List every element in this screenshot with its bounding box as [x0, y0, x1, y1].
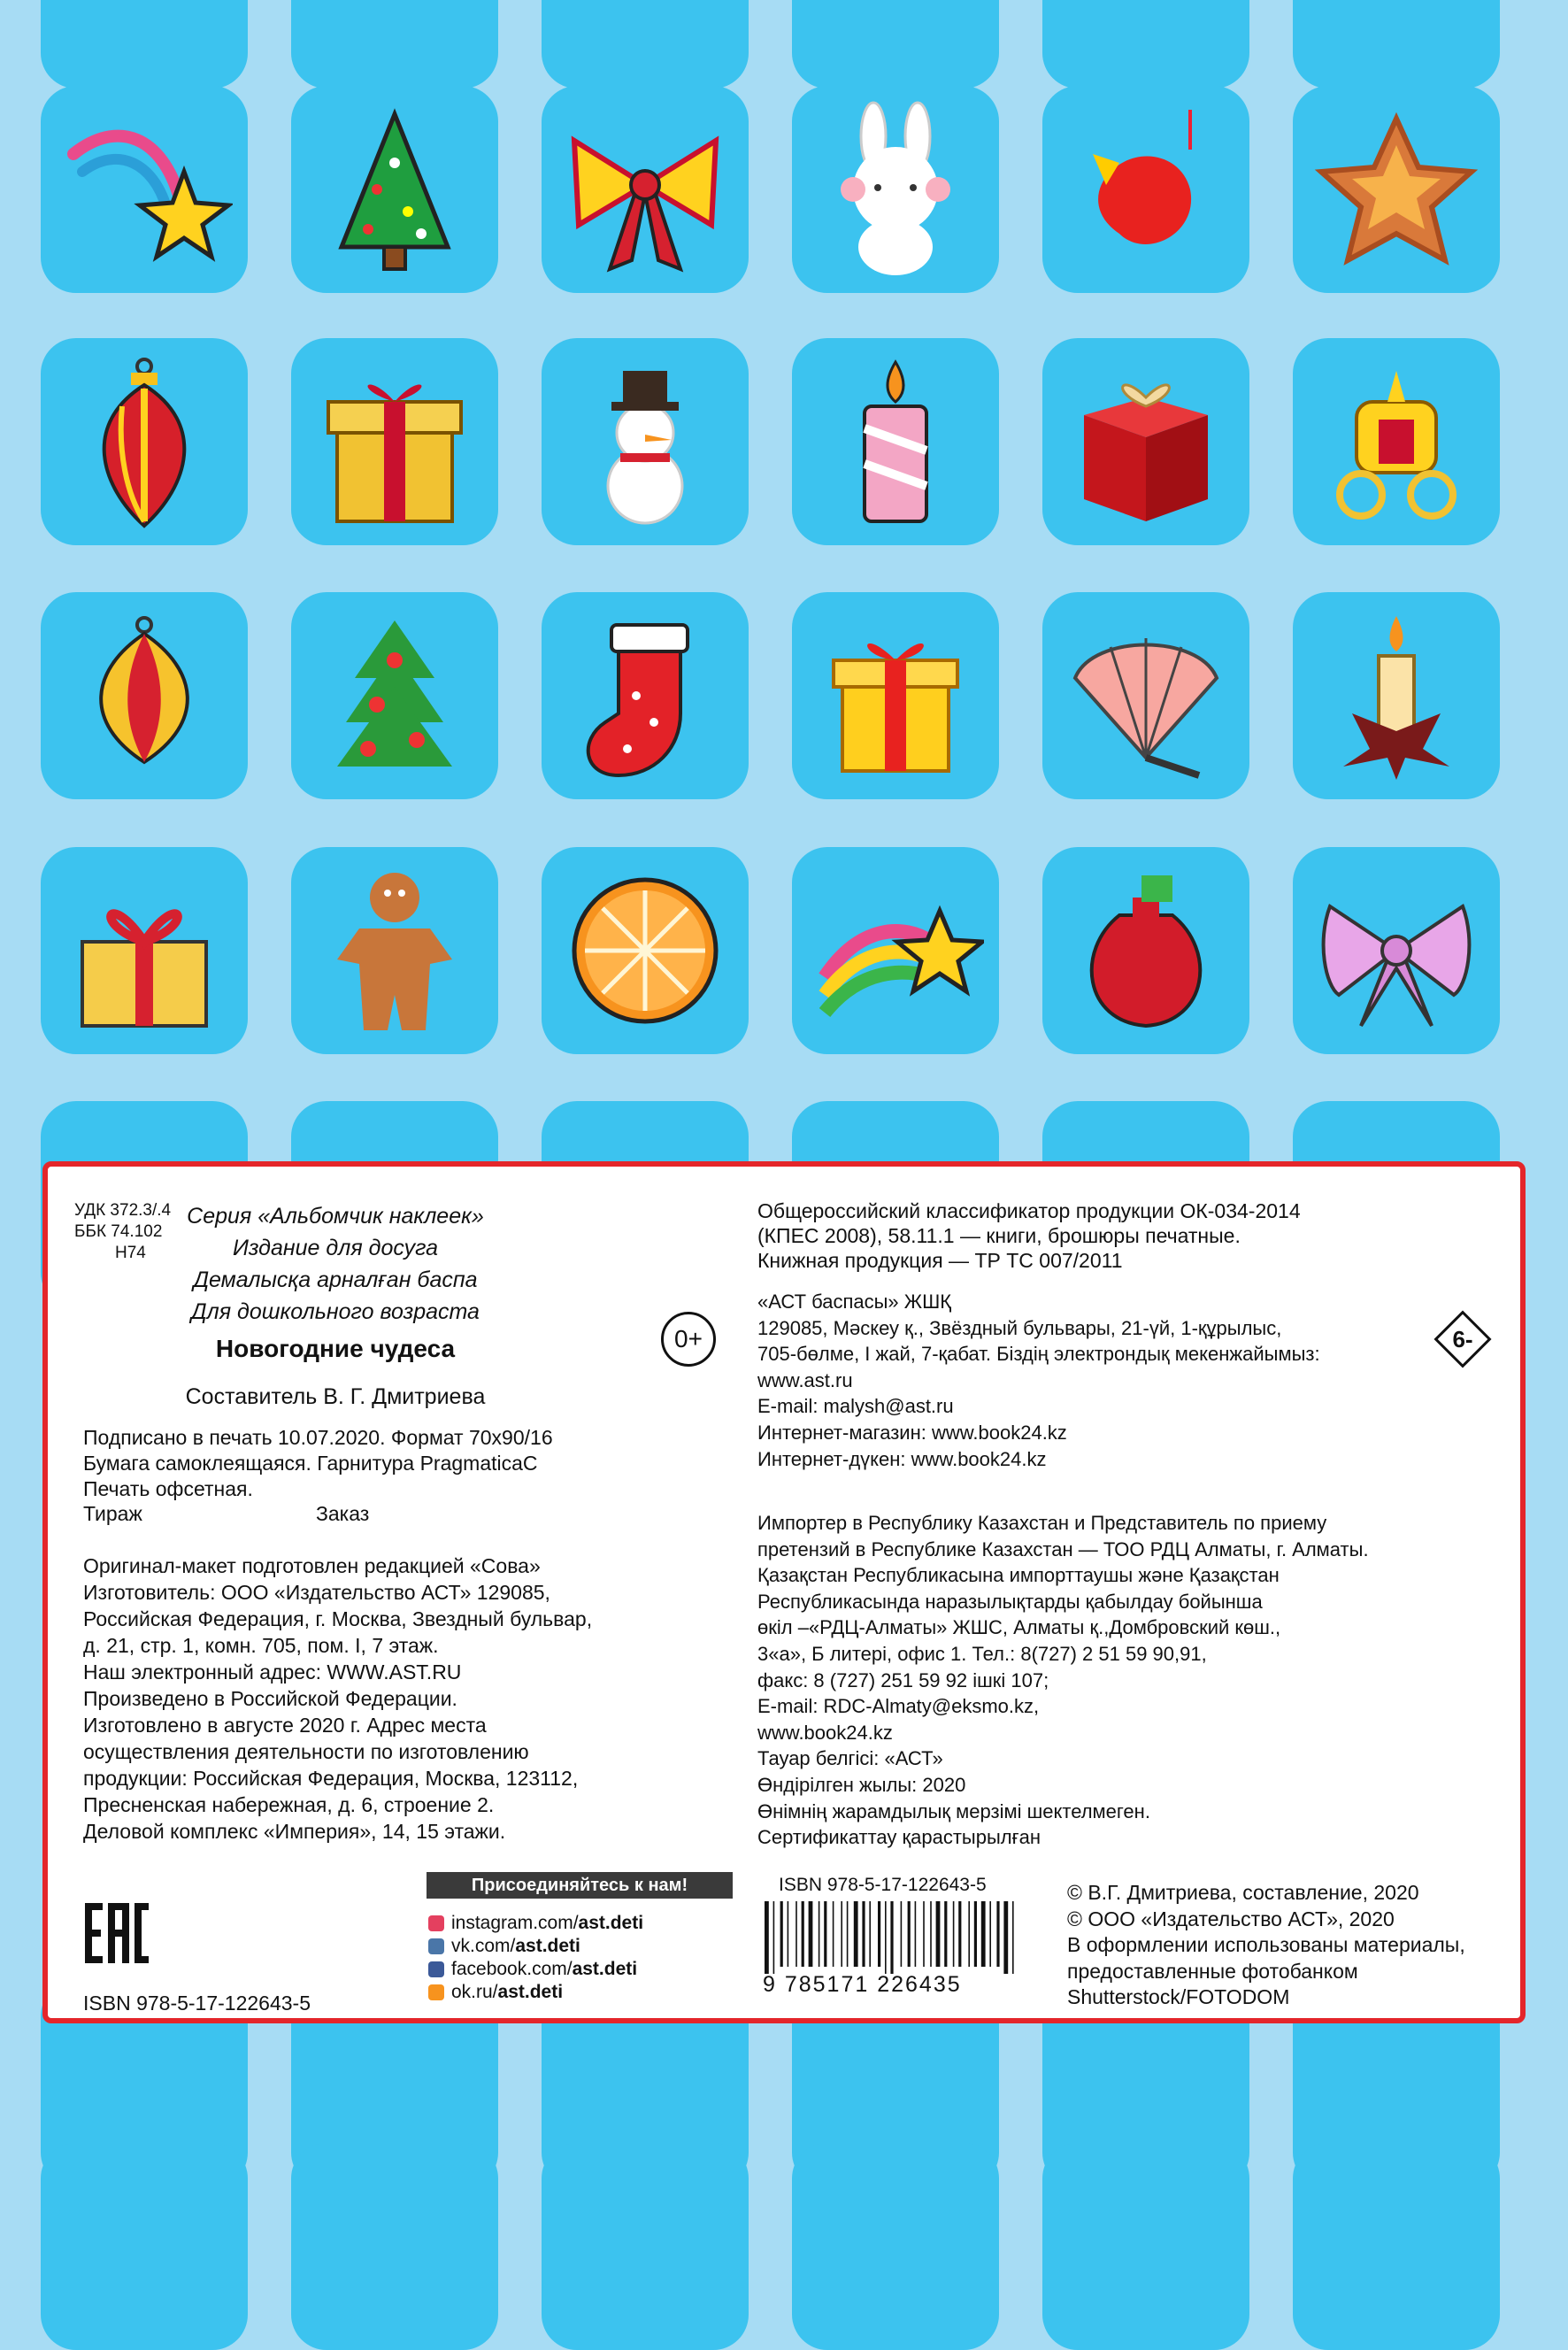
barcode-bar [968, 1901, 970, 1967]
imprint-panel [42, 1161, 1526, 2023]
social-link-facebook[interactable]: facebook.com/ ast.deti [428, 1958, 643, 1981]
barcode-bar [824, 1901, 826, 1967]
publisher-line: Изготовлено в августе 2020 г. Адрес места [83, 1714, 487, 1737]
sticker-rainbow-star [792, 847, 999, 1054]
ornament-bulb-icon [56, 353, 233, 530]
importer-line: факс: 8 (727) 251 59 92 ішкі 107; [757, 1668, 1049, 1691]
social-links [428, 1912, 643, 2004]
sticker-fan [1042, 592, 1249, 799]
orange-slice-icon [557, 862, 734, 1039]
kz-line: «АСТ баспасы» ЖШҚ [757, 1291, 952, 1313]
print-line: Подписано в печать 10.07.2020. Формат 70x90/16 [83, 1426, 553, 1449]
barcode-bar [841, 1901, 842, 1967]
publisher-block [83, 1553, 592, 1845]
barcode-bar [958, 1901, 961, 1967]
kz-line: 705-бөлме, I жай, 7-қабат. Біздің электрондық мекенжайымыз: [757, 1343, 1320, 1366]
series-line: Для дошкольного возраста [191, 1299, 480, 1324]
barcode-bar [788, 1901, 789, 1967]
book-title: Новогодние чудеса [215, 1335, 456, 1362]
publisher-line: д. 21, стр. 1, комн. 705, пом. I, 7 этаж. [83, 1634, 439, 1657]
sticker-tile [542, 2143, 749, 2350]
sticker-ornament-round [41, 592, 248, 799]
stocking-icon [557, 607, 734, 784]
barcode-bar [780, 1901, 783, 1967]
sticker-tile [41, 2143, 248, 2350]
classifier-line: Книжная продукция — ТР ТС 007/2011 [757, 1249, 1123, 1272]
sticker-gingerbread-man [291, 847, 498, 1054]
sticker-tile [1042, 2143, 1249, 2350]
sticker-gift-box-ribbon [41, 847, 248, 1054]
barcode-isbn: ISBN 978-5-17-122643-5 [779, 1875, 987, 1895]
kz-line: E-mail: malysh@ast.ru [757, 1395, 954, 1418]
sticker-tile [792, 0, 999, 89]
kz-line: Интернет-дүкен: www.book24.kz [757, 1447, 1047, 1470]
sticker-orange-slice [542, 847, 749, 1054]
copyright-line: В оформлении использованы материалы, [1067, 1933, 1465, 1956]
zakaz-label: Заказ [316, 1502, 370, 1525]
barcode-bar [885, 1901, 887, 1974]
eac-mark [83, 1901, 150, 1965]
sticker-candle [792, 338, 999, 545]
age-rating-kz-text: 6- [1452, 1325, 1473, 1352]
sticker-carriage [1293, 338, 1500, 545]
gift-sack-icon [1057, 862, 1234, 1039]
age-rating-badge: 0+ [661, 1312, 716, 1367]
join-us-banner: Присоединяйтесь к нам! [427, 1872, 733, 1899]
series-line: Демалысқа арналған баспа [193, 1267, 478, 1292]
importer-line: Республикасында наразылықтарды қабылдау бойынша [757, 1590, 1263, 1613]
print-details [83, 1425, 553, 1502]
ok-icon [428, 1984, 444, 2000]
series-line: Серия «Альбомчик наклеек» [187, 1204, 484, 1229]
barcode-bar [869, 1901, 871, 1967]
social-link-vk[interactable]: vk.com/ ast.deti [428, 1935, 643, 1958]
sticker-christmas-tree-2 [291, 592, 498, 799]
candle-poinsettia-icon [1308, 607, 1485, 784]
barcode-bar [915, 1901, 917, 1967]
publisher-line: Изготовитель: ООО «Издательство АСТ» 129085, [83, 1581, 550, 1604]
importer-line: Өнімнің жарамдылық мерзімі шектелмеген. [757, 1799, 1150, 1822]
barcode-bar [989, 1901, 991, 1967]
copyright-line: © В.Г. Дмитриева, составление, 2020 [1067, 1881, 1419, 1904]
sticker-red-rooster [1042, 86, 1249, 293]
barcode [761, 1901, 1053, 1976]
gift-box-gold-icon [306, 353, 483, 530]
barcode-bar [819, 1901, 820, 1967]
barcode-bar [878, 1901, 880, 1967]
sticker-snowman [542, 338, 749, 545]
eac-mark-graphic [83, 1901, 150, 1965]
sticker-stocking [542, 592, 749, 799]
classifier-line: (КПЕС 2008), 58.11.1 — книги, брошюры печатные. [757, 1224, 1241, 1247]
publisher-line: Наш электронный адрес: WWW.AST.RU [83, 1660, 462, 1684]
shooting-star-icon [56, 101, 233, 278]
print-line: Печать офсетная. [83, 1477, 253, 1500]
kz-line: 129085, Мәскеу қ., Звёздный бульвары, 21-үй, 1-құрылыс, [757, 1316, 1282, 1339]
print-line: Бумага самоклеящаяся. Гарнитура PragmaticaC [83, 1452, 538, 1475]
publisher-line: Деловой комплекс «Империя», 14, 15 этажи. [83, 1820, 506, 1843]
bbk-line: ББК 74.102 [74, 1222, 163, 1241]
barcode-bar [773, 1901, 775, 1974]
bunny-icon [807, 101, 984, 278]
sticker-tile [1042, 0, 1249, 89]
udk-block [74, 1200, 171, 1264]
barcode-bar [833, 1901, 834, 1967]
sticker-gift-box-gold [291, 338, 498, 545]
tirazh-label: Тираж [83, 1502, 142, 1525]
sticker-cookie-star [1293, 86, 1500, 293]
kz-line: www.ast.ru [757, 1368, 853, 1391]
facebook-icon [428, 1961, 444, 1977]
importer-line: Қазақстан Республикасына импорттаушы және Қазақстан [757, 1564, 1280, 1587]
gift-box-ribbon-icon [56, 862, 233, 1039]
sticker-tile [291, 2143, 498, 2350]
kz-line: Интернет-магазин: www.book24.kz [757, 1421, 1067, 1444]
ornament-round-icon [56, 607, 233, 784]
sticker-tile [41, 0, 248, 89]
barcode-bar [802, 1901, 804, 1967]
barcode-bar [765, 1901, 769, 1974]
barcode-bar [890, 1901, 893, 1974]
publisher-line: Произведено в Российской Федерации. [83, 1687, 457, 1710]
importer-line: Тауар белгісі: «АСТ» [757, 1747, 943, 1770]
gift-box-yellow-icon [807, 607, 984, 784]
importer-line: Сертификаттау қарастырылған [757, 1826, 1041, 1849]
sticker-tile [792, 2143, 999, 2350]
publisher-line: Оригинал-макет подготовлен редакцией «Сова» [83, 1554, 541, 1577]
sticker-christmas-tree [291, 86, 498, 293]
red-rooster-icon [1057, 101, 1234, 278]
author-code: Н74 [115, 1244, 146, 1262]
carriage-icon [1308, 353, 1485, 530]
barcode-bar [996, 1901, 999, 1967]
importer-line: 3«а», Б литері, офис 1. Тел.: 8(727) 2 51 59 90,91, [757, 1642, 1207, 1665]
udk-line: УДК 372.3/.4 [74, 1201, 172, 1220]
age-rating-kz-badge [1432, 1308, 1494, 1370]
publisher-line: Пресненская набережная, д. 6, строение 2. [83, 1793, 495, 1816]
copyright-line: Shutterstock/FOTODOM [1067, 1985, 1290, 2008]
sticker-gift-box-red [1042, 338, 1249, 545]
importer-line: өкіл –«РДЦ-Алматы» ЖШС, Алматы қ.,Домбровский көш., [757, 1616, 1281, 1639]
kz-publisher-block [757, 1289, 1320, 1472]
social-link-instagram[interactable]: instagram.com/ ast.deti [428, 1912, 643, 1935]
sticker-tile [1293, 0, 1500, 89]
sticker-gift-box-yellow [792, 592, 999, 799]
barcode-bar [862, 1901, 865, 1967]
instagram-icon [428, 1915, 444, 1931]
pink-bow-icon [1308, 862, 1485, 1039]
importer-line: E-mail: RDC-Almaty@eksmo.kz, [757, 1695, 1040, 1718]
sticker-ornament-bulb [41, 338, 248, 545]
barcode-bar [953, 1901, 955, 1967]
sticker-candle-poinsettia [1293, 592, 1500, 799]
classifier-line: Общероссийский классификатор продукции ОК-034-2014 [757, 1199, 1301, 1222]
rainbow-star-icon [807, 862, 984, 1039]
importer-block [757, 1510, 1369, 1851]
sticker-yellow-bow [542, 86, 749, 293]
importer-line: Импортер в Республику Казахстан и Представитель по приему [757, 1512, 1327, 1534]
series-block [181, 1200, 490, 1328]
barcode-bar [908, 1901, 911, 1967]
snowman-icon [557, 353, 734, 530]
gingerbread-man-icon [306, 862, 483, 1039]
barcode-bar [809, 1901, 813, 1967]
barcode-bar [1012, 1901, 1014, 1974]
barcode-digits: 9 785171 226435 [763, 1972, 962, 1997]
vk-icon [428, 1938, 444, 1954]
barcode-bar [944, 1901, 947, 1967]
sticker-tile [1293, 2143, 1500, 2350]
barcode-bar [901, 1901, 903, 1967]
sticker-shooting-star [41, 86, 248, 293]
gift-box-red-icon [1057, 353, 1234, 530]
isbn-text: ISBN 978-5-17-122643-5 [83, 1992, 311, 2015]
sticker-tile [542, 0, 749, 89]
barcode-bar [974, 1901, 977, 1967]
barcode-bar [854, 1901, 858, 1967]
series-line: Издание для досуга [232, 1236, 439, 1260]
copyright-block [1067, 1880, 1465, 2011]
barcode-bar [796, 1901, 797, 1967]
importer-line: www.book24.kz [757, 1721, 893, 1744]
sticker-pink-bow [1293, 847, 1500, 1054]
fan-icon [1057, 607, 1234, 784]
barcode-bar [981, 1901, 986, 1967]
author-line: Составитель В. Г. Дмитриева [185, 1384, 486, 1409]
publisher-line: продукции: Российская Федерация, Москва, 123112, [83, 1767, 579, 1790]
social-link-ok[interactable]: ok.ru/ ast.deti [428, 1981, 643, 2004]
publisher-line: Российская Федерация, г. Москва, Звездный бульвар, [83, 1607, 593, 1630]
barcode-bar [1003, 1901, 1008, 1974]
christmas-tree-icon [306, 101, 483, 278]
importer-line: Өндірілген жылы: 2020 [757, 1773, 966, 1796]
yellow-bow-icon [557, 101, 734, 278]
publisher-line: осуществления деятельности по изготовлению [83, 1740, 529, 1763]
sticker-gift-sack [1042, 847, 1249, 1054]
barcode-bar [936, 1901, 941, 1967]
barcode-bar [930, 1901, 932, 1967]
barcode-bar [923, 1901, 925, 1967]
importer-line: претензий в Республике Казахстан — ТОО РДЦ Алматы, г. Алматы. [757, 1537, 1369, 1560]
barcode-bar [847, 1901, 849, 1967]
sticker-bunny [792, 86, 999, 293]
candle-icon [807, 353, 984, 530]
classifier-block [757, 1198, 1301, 1273]
cookie-star-icon [1308, 101, 1485, 278]
copyright-line: предоставленные фотобанком [1067, 1959, 1358, 1983]
copyright-line: © ООО «Издательство АСТ», 2020 [1067, 1907, 1395, 1930]
sticker-tile [291, 0, 498, 89]
christmas-tree-2-icon [306, 607, 483, 784]
